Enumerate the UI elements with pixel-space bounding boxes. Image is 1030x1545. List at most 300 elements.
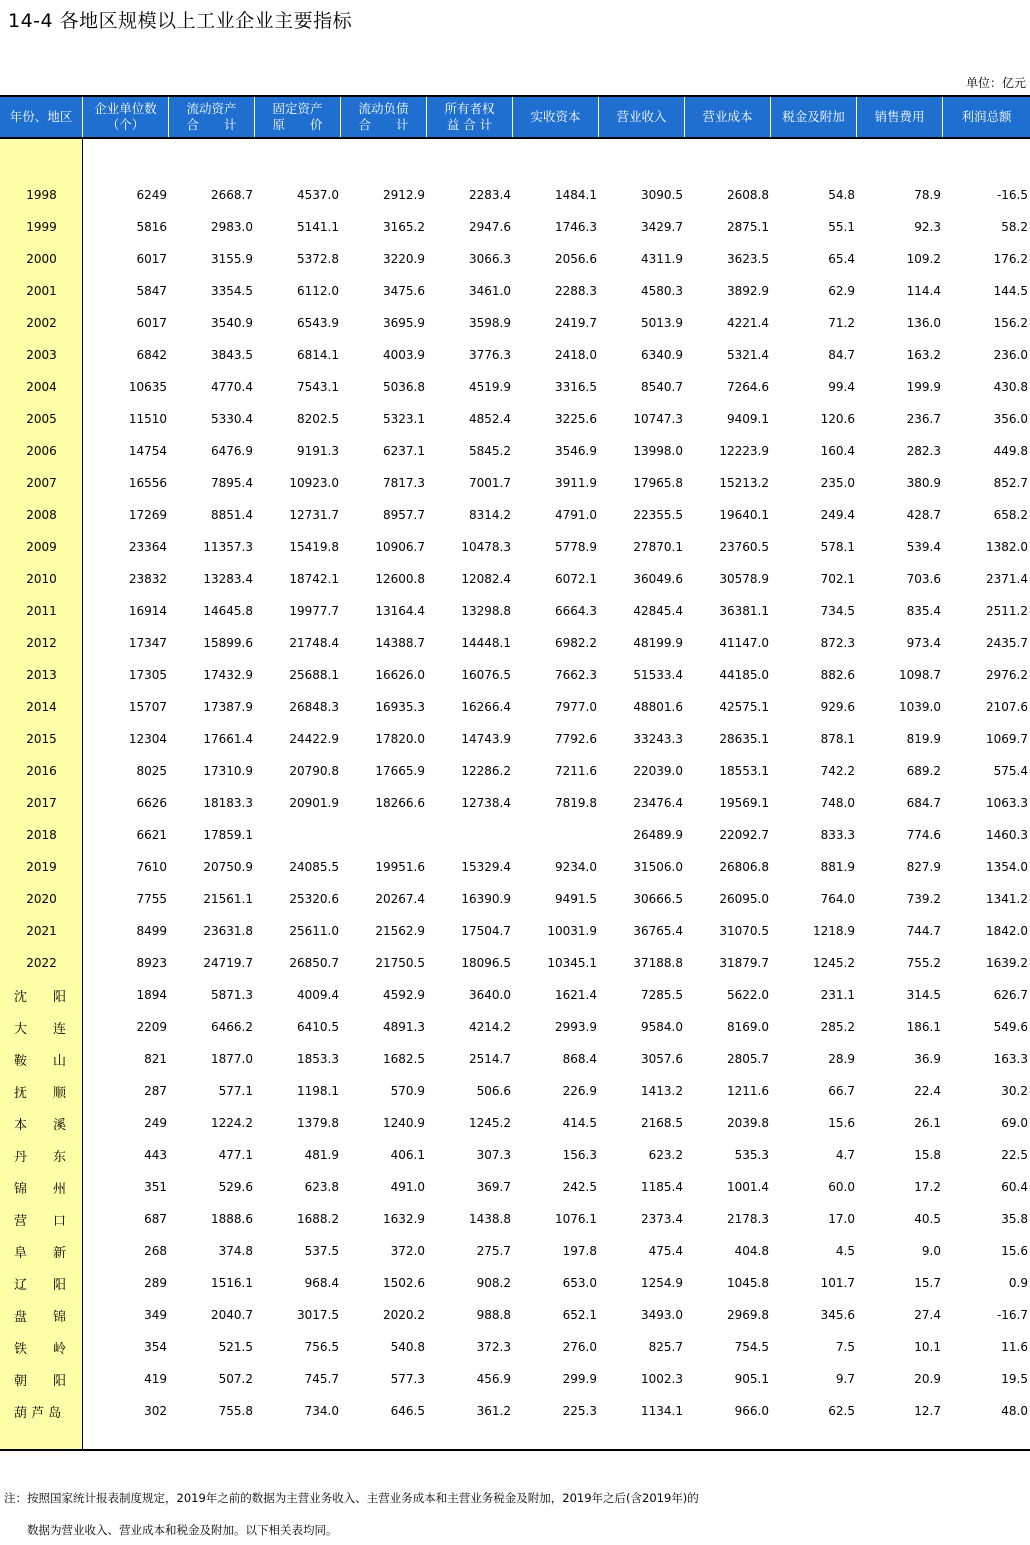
table-cell: 23760.5	[719, 540, 769, 554]
table-cell: 136.0	[906, 316, 941, 330]
table-cell: 31070.5	[719, 924, 769, 938]
column-header	[255, 97, 341, 137]
table-cell: 10747.3	[633, 412, 683, 426]
table-cell: 16076.5	[461, 668, 511, 682]
table-cell: 16390.9	[461, 892, 511, 906]
table-cell: 1639.2	[986, 956, 1028, 970]
table-cell: 5778.9	[555, 540, 597, 554]
table-cell: 5323.1	[383, 412, 425, 426]
row-label: 朝 阳	[14, 1373, 67, 1389]
table-cell: 2912.9	[383, 188, 425, 202]
table-cell: 973.4	[906, 636, 941, 650]
table-cell: 351	[144, 1180, 167, 1194]
table-cell: 734.0	[304, 1404, 339, 1418]
table-cell: 24719.7	[203, 956, 253, 970]
table-cell: 540.8	[390, 1340, 425, 1354]
table-row	[0, 1267, 1030, 1299]
table-cell: 1888.6	[211, 1212, 253, 1226]
table-cell: 15.8	[914, 1148, 941, 1162]
row-label: 1999	[26, 220, 57, 234]
table-cell: 3493.0	[641, 1308, 683, 1322]
row-label: 2005	[26, 412, 57, 426]
table-cell: 1842.0	[986, 924, 1028, 938]
table-cell: 54.8	[828, 188, 855, 202]
table-cell: 25611.0	[289, 924, 339, 938]
row-label: 阜 新	[14, 1245, 67, 1261]
table-cell: 9584.0	[641, 1020, 683, 1034]
table-cell: 739.2	[906, 892, 941, 906]
table-cell: 268	[144, 1244, 167, 1258]
table-cell: 25320.6	[289, 892, 339, 906]
table-cell: 25688.1	[289, 668, 339, 682]
table-cell: 2668.7	[211, 188, 253, 202]
table-cell: 1460.3	[986, 828, 1028, 842]
table-cell: 507.2	[218, 1372, 253, 1386]
table-cell: 24422.9	[289, 732, 339, 746]
table-cell: 4592.9	[383, 988, 425, 1002]
table-cell: 2435.7	[986, 636, 1028, 650]
table-cell: 744.7	[906, 924, 941, 938]
column-header-line1: 固定资产	[272, 101, 323, 116]
table-cell: 15899.6	[203, 636, 253, 650]
table-cell: 16626.0	[375, 668, 425, 682]
table-cell: 242.5	[562, 1180, 597, 1194]
table-cell: 302	[144, 1404, 167, 1418]
table-cell: 71.2	[828, 316, 855, 330]
table-cell: 27.4	[914, 1308, 941, 1322]
table-cell: 3220.9	[383, 252, 425, 266]
table-cell: 881.9	[820, 860, 855, 874]
table-cell: 48199.9	[633, 636, 683, 650]
table-cell: 774.6	[906, 828, 941, 842]
table-cell: 2969.8	[727, 1308, 769, 1322]
unit-label: 单位：亿元	[965, 76, 1026, 90]
table-cell: 5330.4	[211, 412, 253, 426]
table-cell: 84.7	[828, 348, 855, 362]
table-cell: 5816	[136, 220, 167, 234]
table-cell: 6249	[136, 188, 167, 202]
table-cell: 17269	[128, 508, 167, 522]
table-cell: 380.9	[906, 476, 941, 490]
column-header-line2: 合 计	[358, 117, 409, 132]
table-cell: 2283.4	[469, 188, 511, 202]
table-row	[0, 595, 1030, 627]
table-row	[0, 179, 1030, 211]
table-cell: 7211.6	[555, 764, 597, 778]
table-cell: 882.6	[820, 668, 855, 682]
table-cell: 5622.0	[727, 988, 769, 1002]
table-cell: 36765.4	[633, 924, 683, 938]
table-row	[0, 467, 1030, 499]
table-cell: 2020.2	[383, 1308, 425, 1322]
table-cell: 12731.7	[289, 508, 339, 522]
table-cell: 577.1	[218, 1084, 253, 1098]
table-cell: 26848.3	[289, 700, 339, 714]
table-cell: 506.6	[476, 1084, 511, 1098]
table-cell: 6112.0	[297, 284, 339, 298]
table-cell: 2040.7	[211, 1308, 253, 1322]
table-row	[0, 499, 1030, 531]
table-cell: 4009.4	[297, 988, 339, 1002]
table-row	[0, 947, 1030, 979]
table-cell: 12223.9	[719, 444, 769, 458]
table-header	[0, 95, 1030, 139]
table-cell: 623.2	[648, 1148, 683, 1162]
table-cell: 1746.3	[555, 220, 597, 234]
table-cell: 1502.6	[383, 1276, 425, 1290]
table-cell: 225.3	[562, 1404, 597, 1418]
table-cell: 7264.6	[727, 380, 769, 394]
table-cell: 31879.7	[719, 956, 769, 970]
table-row	[0, 659, 1030, 691]
table-cell: 1688.2	[297, 1212, 339, 1226]
table-cell: 36.9	[914, 1052, 941, 1066]
table-cell: 23832	[128, 572, 167, 586]
table-cell: 1354.0	[986, 860, 1028, 874]
table-cell: 3165.2	[383, 220, 425, 234]
table-cell: 575.4	[993, 764, 1028, 778]
table-cell: 6237.1	[383, 444, 425, 458]
table-cell: 1039.0	[899, 700, 941, 714]
column-header	[427, 97, 513, 137]
table-cell: 742.2	[820, 764, 855, 778]
table-cell: 20790.8	[289, 764, 339, 778]
table-cell: 5013.9	[641, 316, 683, 330]
table-cell: 4791.0	[555, 508, 597, 522]
table-cell: 18096.5	[461, 956, 511, 970]
table-cell: 42845.4	[633, 604, 683, 618]
table-cell: 18553.1	[719, 764, 769, 778]
table-cell: 13298.8	[461, 604, 511, 618]
table-cell: 1218.9	[813, 924, 855, 938]
table-cell: 646.5	[390, 1404, 425, 1418]
table-cell: 48801.6	[633, 700, 683, 714]
column-header-line1: 营业成本	[702, 109, 753, 124]
table-row	[0, 243, 1030, 275]
table-cell: 7285.5	[641, 988, 683, 1002]
table-cell: 404.8	[734, 1244, 769, 1258]
table-cell: 1682.5	[383, 1052, 425, 1066]
table-cell: 2805.7	[727, 1052, 769, 1066]
table-cell: 968.4	[304, 1276, 339, 1290]
table-cell: 42575.1	[719, 700, 769, 714]
table-cell: 652.1	[562, 1308, 597, 1322]
table-cell: 2168.5	[641, 1116, 683, 1130]
table-cell: 653.0	[562, 1276, 597, 1290]
table-cell: 3546.9	[555, 444, 597, 458]
table-cell: 2371.4	[986, 572, 1028, 586]
table-body	[0, 139, 1030, 1451]
row-label: 抚 顺	[14, 1085, 67, 1101]
table-cell: 1382.0	[986, 540, 1028, 554]
table-cell: 15.6	[1001, 1244, 1028, 1258]
table-cell: 755.2	[906, 956, 941, 970]
table-row	[0, 1139, 1030, 1171]
table-cell: 6543.9	[297, 316, 339, 330]
table-row	[0, 1235, 1030, 1267]
table-cell: 24085.5	[289, 860, 339, 874]
column-header	[169, 97, 255, 137]
table-cell: 1245.2	[813, 956, 855, 970]
table-cell: 55.1	[828, 220, 855, 234]
column-header	[341, 97, 427, 137]
footnote-line-2: 数据为营业收入、营业成本和税金及附加。以下相关表均同。	[4, 1523, 338, 1537]
table-cell: 1098.7	[899, 668, 941, 682]
table-cell: 4221.4	[727, 316, 769, 330]
row-label: 鞍 山	[14, 1053, 67, 1069]
table-cell: 1853.3	[297, 1052, 339, 1066]
row-label: 2014	[26, 700, 57, 714]
table-cell: 20.9	[914, 1372, 941, 1386]
column-header-line2: 合 计	[186, 117, 237, 132]
table-cell: 14743.9	[461, 732, 511, 746]
column-header-line1: 流动负债	[358, 101, 409, 116]
table-cell: 12600.8	[375, 572, 425, 586]
table-cell: 249.4	[820, 508, 855, 522]
table-cell: 10478.3	[461, 540, 511, 554]
table-row	[0, 1075, 1030, 1107]
table-cell: 872.3	[820, 636, 855, 650]
table-cell: 2039.8	[727, 1116, 769, 1130]
table-cell: 231.1	[820, 988, 855, 1002]
table-row	[0, 1107, 1030, 1139]
table-cell: 8202.5	[297, 412, 339, 426]
table-cell: 356.0	[993, 412, 1028, 426]
column-header-line1: 实收资本	[530, 109, 581, 124]
table-cell: 372.0	[390, 1244, 425, 1258]
table-cell: 1134.1	[641, 1404, 683, 1418]
table-cell: 62.9	[828, 284, 855, 298]
column-header-line1: 年份、地区	[9, 109, 73, 124]
table-cell: 17.2	[914, 1180, 941, 1194]
table-cell: 8499	[136, 924, 167, 938]
table-cell: 22.4	[914, 1084, 941, 1098]
table-cell: 1632.9	[383, 1212, 425, 1226]
row-label: 2000	[26, 252, 57, 266]
table-row	[0, 1299, 1030, 1331]
table-cell: 26806.8	[719, 860, 769, 874]
page-title: 14-4 各地区规模以上工业企业主要指标	[8, 10, 353, 32]
table-cell: 406.1	[390, 1148, 425, 1162]
table-cell: 199.9	[906, 380, 941, 394]
table-cell: 5141.1	[297, 220, 339, 234]
table-cell: 3695.9	[383, 316, 425, 330]
table-cell: 3475.6	[383, 284, 425, 298]
table-cell: 4519.9	[469, 380, 511, 394]
table-cell: 65.4	[828, 252, 855, 266]
table-cell: 521.5	[218, 1340, 253, 1354]
table-cell: 3066.3	[469, 252, 511, 266]
table-row	[0, 1171, 1030, 1203]
table-cell: 2947.6	[469, 220, 511, 234]
table-cell: 1254.9	[641, 1276, 683, 1290]
table-cell: 2419.7	[555, 316, 597, 330]
table-cell: 2875.1	[727, 220, 769, 234]
table-cell: 160.4	[820, 444, 855, 458]
table-cell: 3354.5	[211, 284, 253, 298]
column-header-line1: 营业收入	[616, 109, 667, 124]
table-cell: 1240.9	[383, 1116, 425, 1130]
table-cell: 26.1	[914, 1116, 941, 1130]
table-cell: 120.6	[820, 412, 855, 426]
table-cell: 3316.5	[555, 380, 597, 394]
table-cell: 314.5	[906, 988, 941, 1002]
table-cell: 18183.3	[203, 796, 253, 810]
table-cell: 17305	[128, 668, 167, 682]
table-cell: 19977.7	[289, 604, 339, 618]
table-cell: 10635	[128, 380, 167, 394]
table-cell: 703.6	[906, 572, 941, 586]
table-row	[0, 563, 1030, 595]
table-cell: 249	[144, 1116, 167, 1130]
table-cell: 4003.9	[383, 348, 425, 362]
table-cell: 4852.4	[469, 412, 511, 426]
row-label: 2015	[26, 732, 57, 746]
table-row	[0, 979, 1030, 1011]
table-cell: 3776.3	[469, 348, 511, 362]
table-cell: 17965.8	[633, 476, 683, 490]
table-row	[0, 1331, 1030, 1363]
table-cell: 58.2	[1001, 220, 1028, 234]
table-cell: 14388.7	[375, 636, 425, 650]
table-cell: 1894	[136, 988, 167, 1002]
table-row	[0, 1043, 1030, 1075]
table-cell: 419	[144, 1372, 167, 1386]
column-header-line1: 税金及附加	[782, 109, 845, 124]
table-cell: 176.2	[993, 252, 1028, 266]
table-cell: 17504.7	[461, 924, 511, 938]
table-cell: 1379.8	[297, 1116, 339, 1130]
table-cell: 287	[144, 1084, 167, 1098]
table-cell: 6842	[136, 348, 167, 362]
table-cell: 156.3	[562, 1148, 597, 1162]
table-cell: 66.7	[828, 1084, 855, 1098]
table-cell: 2511.2	[986, 604, 1028, 618]
table-cell: 2107.6	[986, 700, 1028, 714]
row-label: 2008	[26, 508, 57, 522]
table-cell: 4580.3	[641, 284, 683, 298]
table-cell: 186.1	[906, 1020, 941, 1034]
table-cell: 109.2	[906, 252, 941, 266]
table-cell: 6982.2	[555, 636, 597, 650]
table-cell: 5847	[136, 284, 167, 298]
table-cell: 10345.1	[547, 956, 597, 970]
table-row	[0, 275, 1030, 307]
table-cell: 16914	[128, 604, 167, 618]
table-cell: 144.5	[993, 284, 1028, 298]
table-cell: 17432.9	[203, 668, 253, 682]
table-cell: 4537.0	[297, 188, 339, 202]
table-cell: 21750.5	[375, 956, 425, 970]
column-header-line2: （个）	[106, 117, 145, 132]
table-cell: 22092.7	[719, 828, 769, 842]
table-cell: 1185.4	[641, 1180, 683, 1194]
table-cell: -16.5	[996, 188, 1028, 202]
table-cell: 2178.3	[727, 1212, 769, 1226]
table-cell: 21561.1	[203, 892, 253, 906]
table-cell: 15213.2	[719, 476, 769, 490]
column-header-line1: 流动资产	[186, 101, 237, 116]
table-cell: 10923.0	[289, 476, 339, 490]
table-cell: 684.7	[906, 796, 941, 810]
table-cell: 345.6	[820, 1308, 855, 1322]
column-header	[943, 97, 1030, 137]
table-cell: 549.6	[993, 1020, 1028, 1034]
table-cell: 966.0	[734, 1404, 769, 1418]
table-cell: 3623.5	[727, 252, 769, 266]
table-cell: 745.7	[304, 1372, 339, 1386]
table-cell: 60.0	[828, 1180, 855, 1194]
table-cell: 114.4	[906, 284, 941, 298]
column-header	[685, 97, 771, 137]
row-label: 2017	[26, 796, 57, 810]
table-cell: 9409.1	[727, 412, 769, 426]
table-cell: 929.6	[820, 700, 855, 714]
table-cell: 12738.4	[461, 796, 511, 810]
table-cell: 17387.9	[203, 700, 253, 714]
table-cell: 28635.1	[719, 732, 769, 746]
table-cell: 2209	[136, 1020, 167, 1034]
table-cell: 22355.5	[633, 508, 683, 522]
table-cell: 374.8	[218, 1244, 253, 1258]
table-cell: 236.7	[906, 412, 941, 426]
table-cell: 8957.7	[383, 508, 425, 522]
table-cell: 827.9	[906, 860, 941, 874]
table-cell: 7662.3	[555, 668, 597, 682]
row-label: 2009	[26, 540, 57, 554]
table-cell: 92.3	[914, 220, 941, 234]
table-cell: 16556	[128, 476, 167, 490]
row-label: 1998	[26, 188, 57, 202]
table-cell: 369.7	[476, 1180, 511, 1194]
row-label: 2019	[26, 860, 57, 874]
row-label: 盘 锦	[14, 1309, 67, 1325]
table-cell: 10031.9	[547, 924, 597, 938]
table-cell: 14645.8	[203, 604, 253, 618]
table-cell: 21562.9	[375, 924, 425, 938]
table-cell: 9.7	[835, 1372, 855, 1386]
table-cell: 20267.4	[375, 892, 425, 906]
table-cell: 307.3	[476, 1148, 511, 1162]
table-cell: 11510	[128, 412, 167, 426]
table-cell: 10.1	[914, 1340, 941, 1354]
table-cell: 764.0	[820, 892, 855, 906]
table-cell: 7817.3	[383, 476, 425, 490]
table-cell: 821	[144, 1052, 167, 1066]
table-cell: 60.4	[1001, 1180, 1028, 1194]
table-cell: 26095.0	[719, 892, 769, 906]
table-cell: 3225.6	[555, 412, 597, 426]
table-cell: 17347	[128, 636, 167, 650]
table-cell: 1413.2	[641, 1084, 683, 1098]
table-cell: 3429.7	[641, 220, 683, 234]
table-cell: 4.7	[835, 1148, 855, 1162]
table-cell: 456.9	[476, 1372, 511, 1386]
table-cell: 481.9	[304, 1148, 339, 1162]
table-cell: 537.5	[304, 1244, 339, 1258]
table-cell: 36049.6	[633, 572, 683, 586]
table-cell: 5845.2	[469, 444, 511, 458]
table-cell: 349	[144, 1308, 167, 1322]
table-cell: 44185.0	[719, 668, 769, 682]
table-cell: 13283.4	[203, 572, 253, 586]
table-cell: 8169.0	[727, 1020, 769, 1034]
table-cell: 6664.3	[555, 604, 597, 618]
table-cell: 30.2	[1001, 1084, 1028, 1098]
row-label: 沈 阳	[14, 989, 67, 1005]
footnote-line-1: 注：按照国家统计报表制度规定，2019年之前的数据为主营业务收入、主营业务成本和主营业务税金及附加，2019年之后(含2019年)的	[4, 1491, 699, 1505]
table-cell: 22039.0	[633, 764, 683, 778]
